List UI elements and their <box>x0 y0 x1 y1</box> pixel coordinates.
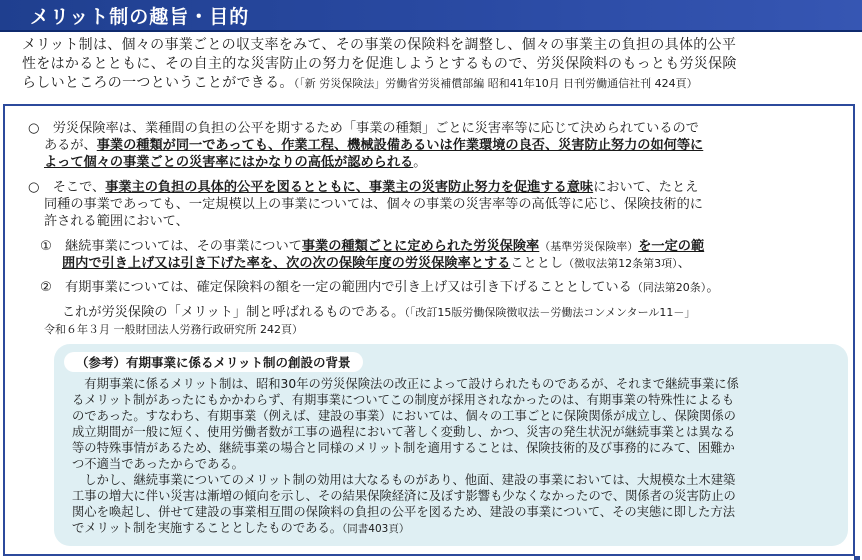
reference-line: 有期事業に係るメリット制は、昭和30年の労災保険法の改正によって設けられたものであるが、それまで継続事業に係 <box>72 377 739 391</box>
item1-line2-end: 、 <box>677 256 691 271</box>
para1-line3 <box>44 154 426 172</box>
item2-text: ② 有期事業については、確定保険料の額を一定の範囲内で引き上げ又は引き下げることとしている <box>40 280 632 295</box>
item1-line1-emphasis1: 事業の種類ごとに定められた労災保険率 <box>301 239 540 254</box>
intro-source: （「新 労災保険法」労働省労災補償部編 昭和41年10月 日刊労働通信社刊 424頁） <box>293 77 698 90</box>
reference-line: しかし、継続事業についてのメリット制の効用は大なるものがあり、他面、建設の事業においては、大規模な土木建築 <box>72 473 736 487</box>
para2-line2: 同種の事業であっても、一定規模以上の事業については、個々の事業の災害率等の高低等に応じ、保険技術的に <box>44 197 703 212</box>
item2-line <box>40 279 720 297</box>
para1-line2 <box>44 137 703 155</box>
para2-line1-a: ○ そこで、 <box>28 180 106 195</box>
intro-line: メリット制は、個々の事業ごとの収支率をみて、その事業の保険料を調整し、個々の事業主の負担の具体的公平 <box>22 37 737 53</box>
title-bar <box>0 0 862 32</box>
reference-line: 工事の増大に伴い災害は漸増の傾向を示し、その結果保険経済に及ぼす影響も少なくなかったので、関係者の災害防止の <box>72 489 736 503</box>
item1-line1 <box>40 238 704 256</box>
closing-line1 <box>62 304 695 322</box>
para2-line3: 許される範囲において、 <box>44 214 189 229</box>
para1-line1: ○ 労災保険率は、業種間の負担の公平を期するため「事業の種類」ごとに災害率等に応じて決められているので <box>28 121 699 136</box>
item1-line2-emphasis: 囲内で引き上げ又は引き下げた率を、次の次の保険年度の労災保険率とする <box>62 256 511 271</box>
closing-text: これが労災保険の「メリット」制と呼ばれるものである。 <box>62 305 405 320</box>
reference-line: つ不適当であったからである。 <box>72 457 244 471</box>
item1-line1-note: （基準労災保険率） <box>539 240 639 253</box>
reference-line-last <box>72 521 409 538</box>
intro-paragraph <box>22 36 842 93</box>
para2-line1-b: において、たとえ <box>593 180 699 195</box>
item1-line2-b: こととし <box>510 256 564 271</box>
item2-end: 。 <box>706 280 720 295</box>
reference-source: （同書403頁） <box>342 523 410 535</box>
item2-note: （同法第20条） <box>631 281 707 294</box>
reference-line: 等の特殊事情があるため、継続事業の場合と同様のメリット制を適用することは、保険技術的及び事務的にみて、困難か <box>72 441 735 455</box>
reference-line: 関心を喚起し、併せて建設の事業相互間の保険料の負担の公平を図るため、建設の事業について、その実態に即した方法 <box>72 505 736 519</box>
reference-line: でメリット制を実施することとしたものである。 <box>72 521 343 535</box>
item1-line1-a: ① 継続事業については、その事業について <box>40 239 302 254</box>
para1-line2-emphasis: 事業の種類が同一であっても、作業工程、機械設備あるいは作業環境の良否、災害防止努力の如何等に <box>96 138 704 153</box>
intro-line: 性をはかるとともに、その自主的な災害防止の努力を促進しようとするもので、労災保険料のもっとも労災保険 <box>22 56 737 72</box>
reference-line: 成立期間が一般に短く、使用労働者数が工事の過程において著しく変動し、かつ、災害の発生状況が継続事業とは異なる <box>72 425 736 439</box>
intro-line-text: らしいところの一つということができる。 <box>22 75 294 91</box>
reference-title: （参考）有期事業に係るメリット制の創設の背景 <box>64 352 363 372</box>
para1-line2-plain: あるが、 <box>44 138 97 153</box>
item1-line2-note: （徴収法第12条第3項） <box>563 257 678 270</box>
para1-line3-emphasis: よって個々の事業ごとの災害率にはかなりの高低が認められる <box>44 155 414 170</box>
reference-line: のであった。すなわち、有期事業（例えば、建設の事業）においては、個々の工事ごとに保険関係が成立し、保険関係の <box>72 409 736 423</box>
closing-source-a: （「改訂15版労働保険徴収法－労働法コンメンタール11－」 <box>404 306 696 319</box>
para2-line1 <box>28 179 698 197</box>
intro-line <box>22 74 842 93</box>
closing-source-b: 令和６年３月 一般財団法人労務行政研究所 242頁） <box>44 323 303 336</box>
para1-line3-end: 。 <box>413 155 427 170</box>
reference-line: るメリット制があったにもかかわらず、有期事業についてこの制度が採用されなかったのは、有期事業の特殊性によるも <box>72 393 735 407</box>
item1-line1-emphasis2: を一定の範 <box>638 239 705 254</box>
para2-line1-emphasis: 事業主の負担の具体的公平を図るとともに、事業主の災害防止努力を促進する意味 <box>105 180 594 195</box>
item1-line2 <box>62 255 691 273</box>
page-title: メリット制の趣旨・目的 <box>30 6 250 28</box>
corner-mark <box>854 556 860 560</box>
